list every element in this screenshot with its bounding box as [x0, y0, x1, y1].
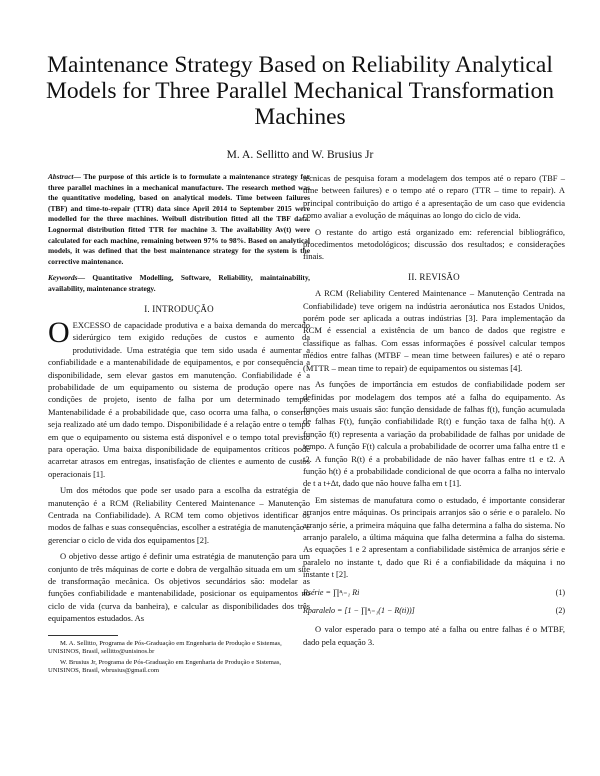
abstract: [48, 172, 310, 267]
equation-2-formula: Rparalelo = [1 − ∏ⁿᵢ₌₁(1 − R(ti))]: [303, 606, 415, 615]
intro-paragraph-1: [48, 315, 310, 480]
left-column: [48, 172, 310, 677]
footnote-author-1: M. A. Sellitto, Programa de Pós-Graduação em Engenharia de Produção e Sistemas, UNISINOS, Brasil, sellitto@unisinos.br: [48, 639, 282, 656]
paper-authors: M. A. Sellitto and W. Brusius Jr: [226, 149, 374, 161]
section-heading-introducao: I. INTRODUÇÃO: [144, 303, 214, 314]
keywords: [48, 273, 310, 294]
drop-cap: O: [48, 315, 70, 349]
equation-1: [303, 587, 565, 599]
footnote-divider: [48, 635, 118, 636]
abstract-label: Abstract: [48, 172, 74, 181]
keywords-text: — Quantitative Modelling, Software, Reliability, maintainability, availability, maintenance strategy.: [48, 273, 310, 293]
equation-2-number: (2): [555, 606, 565, 615]
abstract-text: — The purpose of this article is to formulate a maintenance strategy for three parallel machines in a mechanical manufacture. The research method was the quantitative modeling, based on analytical models. Time between failures (TBF) and time-to-repair (TTR) data since April 2014 to September 2015 were modelled for the three machines. Weibull distribution fitted all the TBF data. Lognormal distribution fitted TTR for machine 3. The availability Av(t) were calculated for each machine, remaining between 97% to 98%. Based on analytical models, it was defined that the best maintenance strategy for the system is the corrective maintenance.: [48, 172, 310, 266]
equation-2: [303, 605, 565, 617]
revisao-paragraph-3: Em sistemas de manufatura como o estudado, é importante considerar arranjos entre máquinas. Os principais arranjos são o série e o paralelo. No arranjo série, a primeira máquina que falha determina a falha do sistema. No arranjo paralelo, a última máquina que falha determina a falha do sistema. As equações 1 e 2 apresentam a confiabilidade sistêmica de arranjos série e paralelo no instante t, dado que Ri é a confiabilidade da máquina i no instante t [2].: [303, 494, 565, 580]
intro-paragraph-2: Um dos métodos que pode ser usado para a escolha da estratégia de manutenção é a RCM (Reliability Centered Maintenance – Manutenção Centrada na Confiabilidade). A RCM tem como objetivos identificar os modos de falhas e suas consequências, escolher a estratégia de manutenção e gerenciar o ciclo de vida dos equipamentos [2].: [48, 485, 310, 545]
right-paragraph-2: O restante do artigo está organizado em: referencial bibliográfico, procedimentos metodológicos; discussão dos resultados; e considerações finais.: [303, 226, 565, 262]
revisao-paragraph-4: O valor esperado para o tempo até a falha ou entre falhas é o MTBF, dado pela equação 3.: [303, 624, 565, 647]
right-column: [303, 172, 565, 652]
section-heading-revisao: II. REVISÃO: [408, 271, 460, 282]
intro-paragraph-3: O objetivo desse artigo é definir uma estratégia de manutenção para um conjunto de três máquinas de corte e dobra de vergalhão situada em um site de transformação mecânica. Os objetivos secundários são: modelar as funções confiabilidade e mantenabilidade, posicionar os equipamentos no ciclo de vida (curva da banheira), e calcular as disponibilidades dos três equipamentos estudados. As: [48, 551, 310, 624]
revisao-paragraph-1: A RCM (Reliability Centered Maintenance – Manutenção Centrada na Confiabilidade) teve origem na indústria aeronáutica nos Estados Unidos, porém pode ser aplicada a outras indústrias [3]. Para implementação da RCM é essencial a existência de um banco de dados que registre e classifique as falhas. Com essas informações é possível calcular tempos médios entre falhas (MTBF – mean time between failures) e até o reparo (MTTR – mean time to repair) de equipamentos ou sistemas [4].: [303, 288, 565, 373]
revisao-paragraph-2: As funções de importância em estudos de confiabilidade podem ser definidas por modelagem dos tempos até a falha do equipamento. As funções mais usuais são: função densidade de falhas f(t), função acumulada de falhas F(t), função confiabilidade R(t) e função taxa de falha h(t). A função f(t) representa a variação da probabilidade de falhas por unidade de tempo. A função F(t) calcula a probabilidade de ocorrer uma falha entre t1 e t2. A função R(t) é a probabilidade de não haver falhas entre t1 e t2. A função h(t) é a probabilidade condicional de que ocorra a falha no intervalo de t a t+Δt, dado que não houve falha em t [1].: [303, 379, 565, 489]
keywords-label: Keywords: [48, 273, 78, 283]
intro-paragraph-1-text: EXCESSO de capacidade produtiva e a baixa demanda do mercado siderúrgico tem exigido reduções de custos e aumento da produtividade. Uma estratégia que tem sido usada é aumentar a confiabilidade e a mantenabilidade de equipamentos, e por consequência a disponibilidade, sem elevar gastos em manutenção. Confiabilidade é a probabilidade de um equipamento ou sistema de produção opere nas condições de projeto, isento de falha por um determinado tempo. Mantenabilidade é a probabilidade que, caso ocorra uma falha, o conserto seja realizado até um dado tempo. Disponibilidade é a relação entre o tempo em que o equipamento ou sistema está disponível e o tempo total previsto para operação. Uma baixa disponibilidade de equipamentos críticos pode acarretar atrasos em entregas, insatisfação de clientes e aumento de custos operacionais [1].: [48, 319, 310, 479]
right-paragraph-1: técnicas de pesquisa foram a modelagem dos tempos até o reparo (TBF – time between failures) e o tempo até o reparo (TTR – time to repair). A principal contribuição do artigo é a apresentação de um caso que evidencia como avaliar a evolução de máquinas ao longo do ciclo de vida.: [303, 173, 565, 221]
equation-1-formula: Rsérie = ∏ⁿᵢ₌₁ Ri: [303, 587, 360, 597]
equation-1-number: (1): [555, 587, 565, 597]
paper-title: Maintenance Strategy Based on Reliability Analytical Models for Three Parallel Mechanical Transformation Machines: [46, 52, 554, 130]
footnote-author-2: W. Brusius Jr, Programa de Pós-Graduação em Engenharia de Produção e Sistemas, UNISINOS, Brasil, wbrusius@gmail.com: [48, 658, 282, 674]
